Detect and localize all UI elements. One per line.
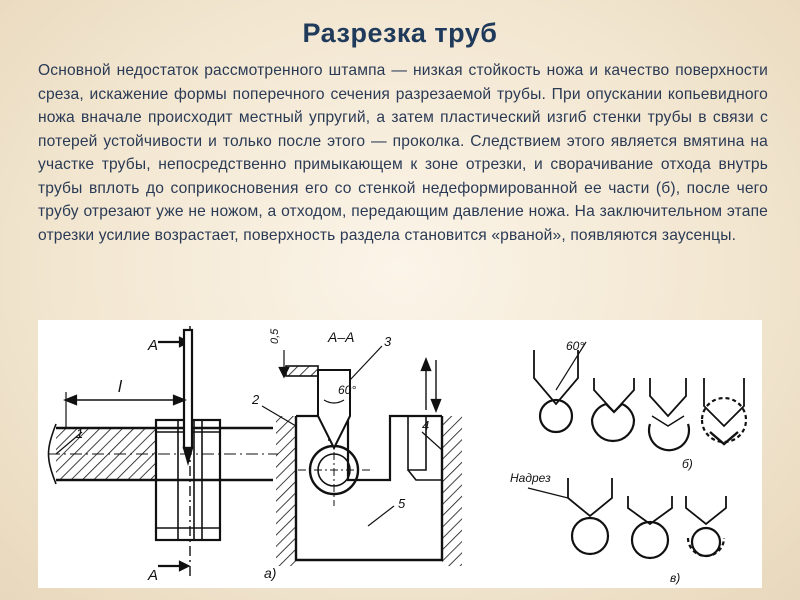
part-1-label: 1 xyxy=(76,426,84,441)
stages-b xyxy=(534,342,746,450)
part-3-label: 3 xyxy=(384,334,392,349)
angle-a-label: 60° xyxy=(338,383,357,397)
caption-c: в) xyxy=(670,571,681,585)
section-mark-bottom: A xyxy=(148,567,159,584)
slide-title: Разрезка труб xyxy=(302,18,498,48)
section-view xyxy=(262,346,462,566)
caption-a: а) xyxy=(264,565,277,581)
dim-offset-label: 0,5 xyxy=(269,328,281,344)
stages-c xyxy=(528,478,726,558)
section-label: A–A xyxy=(328,329,355,345)
section-mark-top: A xyxy=(148,337,159,354)
figure-panel xyxy=(38,320,762,588)
dim-length-label: l xyxy=(118,377,122,396)
angle-b-label: 60° xyxy=(566,339,585,353)
part-5-label: 5 xyxy=(398,496,406,511)
notch-label: Надрез xyxy=(510,471,551,485)
tube-cutting-diagram xyxy=(38,320,762,588)
part-2-label: 2 xyxy=(252,392,260,407)
part-4-label: 4 xyxy=(422,418,430,433)
side-view xyxy=(48,326,278,578)
body-paragraph: Основной недостаток рассмотренного штампа — низкая стойкость ножа и качество поверхности среза, искажение формы поперечного сечения разрезаемой трубы. При опускании копьевидного ножа вначале происходит местный упругий, а затем пластический изгиб стенки трубы в связи с потерей устойчивости и только после этого — проколка. Следствием этого является вмятина на участке трубы, непосредственно примыкающем к зоне отрезки, и сворачивание отхода внутрь трубы вплоть до соприкосновения его со стенкой недеформированной ее части (б), после чего трубу отрезают уже не ножом, а отходом, передающим давление ножа. На заключительном этапе отрезки усилие возрастает, поверхность раздела становится «рваной», появляются заусенцы. xyxy=(38,62,768,244)
caption-b: б) xyxy=(682,457,693,471)
